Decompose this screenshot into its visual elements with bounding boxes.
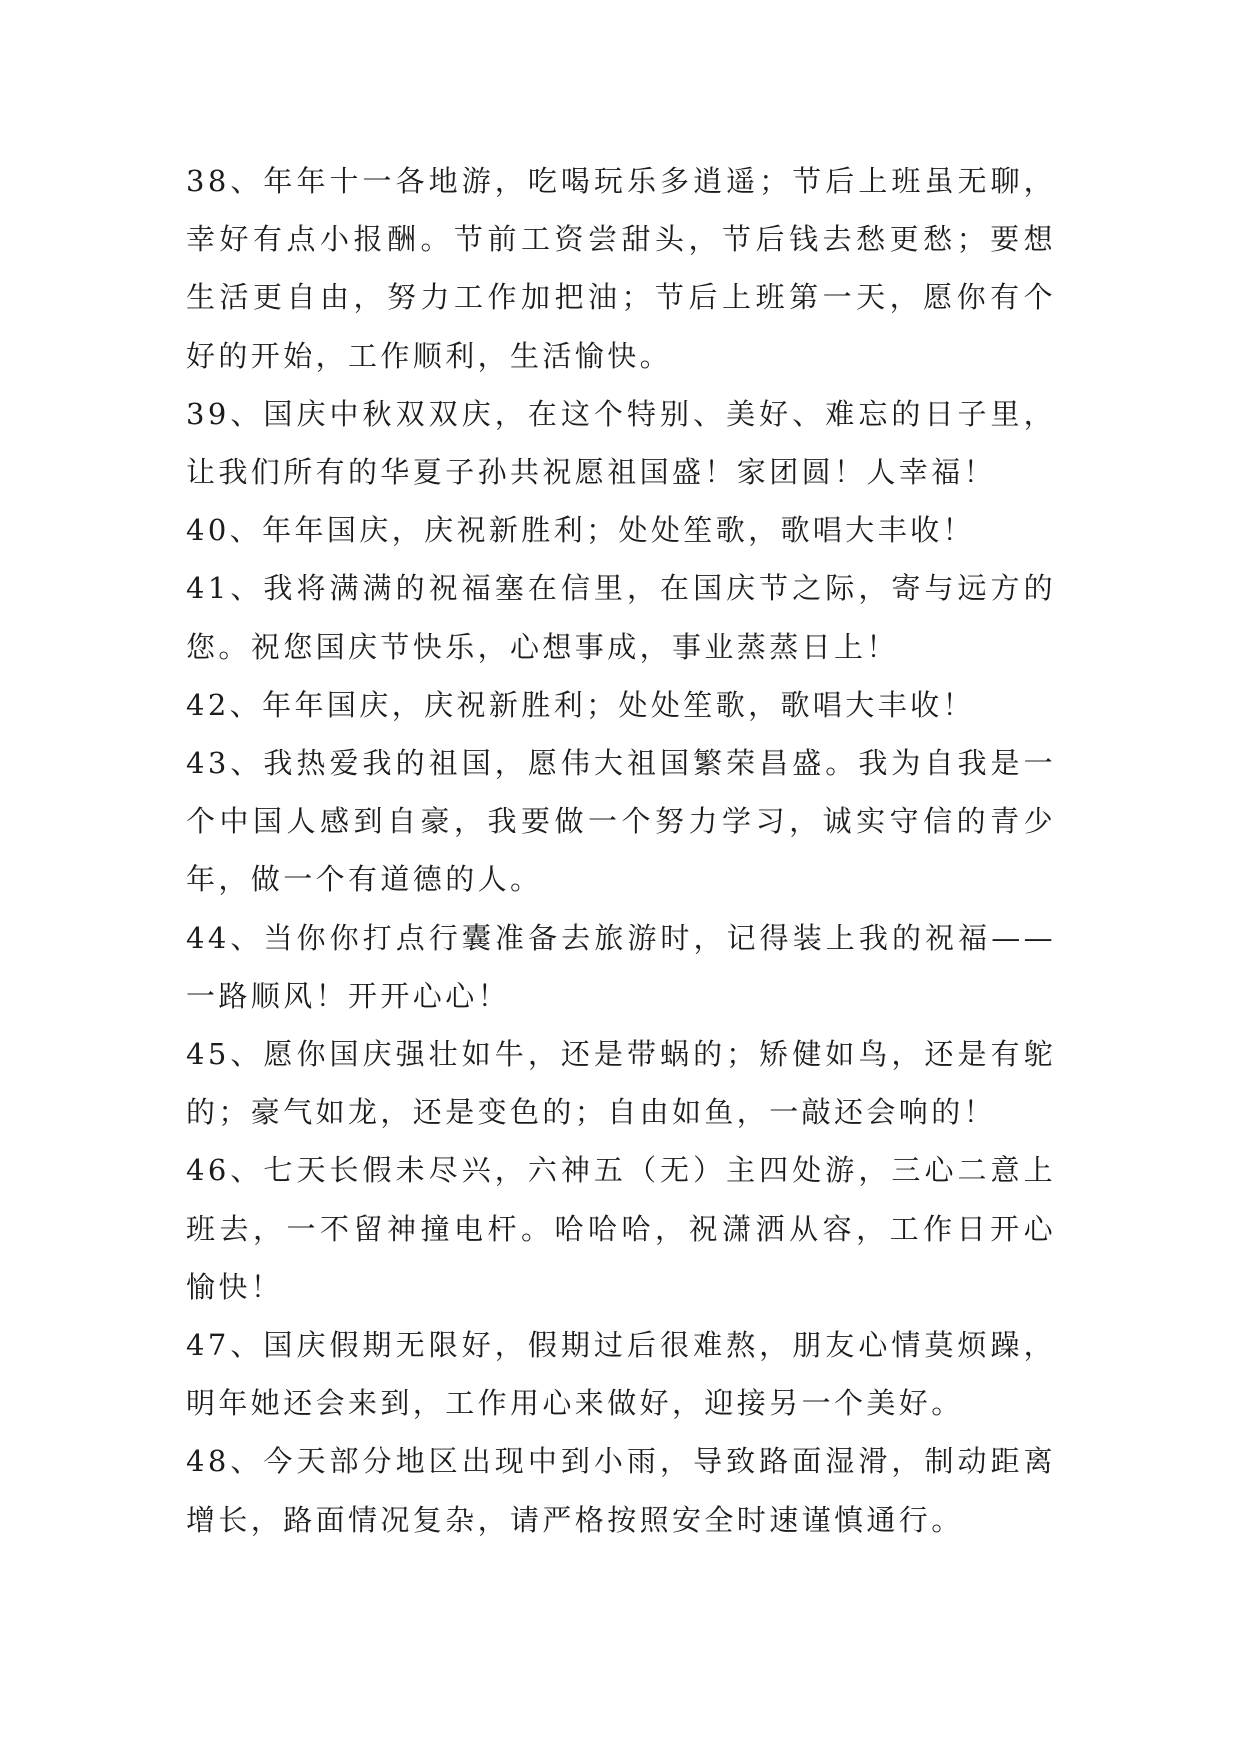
list-item-39: 39、国庆中秋双双庆，在这个特别、美好、难忘的日子里，让我们所有的华夏子孙共祝愿祖国盛！家团圆！人幸福！ (186, 396, 1056, 490)
list-item-46: 46、七天长假未尽兴，六神五（无）主四处游，三心二意上班去，一不留神撞电杆。哈哈哈，祝潇洒从容，工作日开心愉快！ (186, 1153, 1056, 1304)
list-item-44: 44、当你你打点行囊准备去旅游时，记得装上我的祝福——一路顺风！开开心心！ (186, 920, 1056, 1013)
list-item-47: 47、国庆假期无限好，假期过后很难熬，朋友心情莫烦躁，明年她还会来到，工作用心来做好，迎接另一个美好。 (186, 1328, 1056, 1421)
list-item-48: 48、今天部分地区出现中到小雨，导致路面湿滑，制动距离增长，路面情况复杂，请严格按照安全时速谨慎通行。 (186, 1444, 1056, 1537)
list-item-43: 43、我热爱我的祖国，愿伟大祖国繁荣昌盛。我为自我是一个中国人感到自豪，我要做一个努力学习，诚实守信的青少年，做一个有道德的人。 (186, 746, 1056, 897)
list-item-42: 42、年年国庆，庆祝新胜利；处处笙歌，歌唱大丰收！ (186, 687, 975, 722)
list-item-40: 40、年年国庆，庆祝新胜利；处处笙歌，歌唱大丰收！ (186, 513, 975, 548)
list-item-45: 45、愿你国庆强壮如牛，还是带蜗的；矫健如鸟，还是有鸵的；豪气如龙，还是变色的；自由如鱼，一敲还会响的！ (186, 1037, 1056, 1130)
list-item-38: 38、年年十一各地游，吃喝玩乐多逍遥；节后上班虽无聊，幸好有点小报酬。节前工资尝甜头，节后钱去愁更愁；要想生活更自由，努力工作加把油；节后上班第一天，愿你有个好的开始，工作顺利，生活愉快。 (186, 164, 1056, 373)
document-body (186, 152, 1056, 1549)
list-item-41: 41、我将满满的祝福塞在信里，在国庆节之际，寄与远方的您。祝您国庆节快乐，心想事成，事业蒸蒸日上！ (186, 571, 1056, 664)
